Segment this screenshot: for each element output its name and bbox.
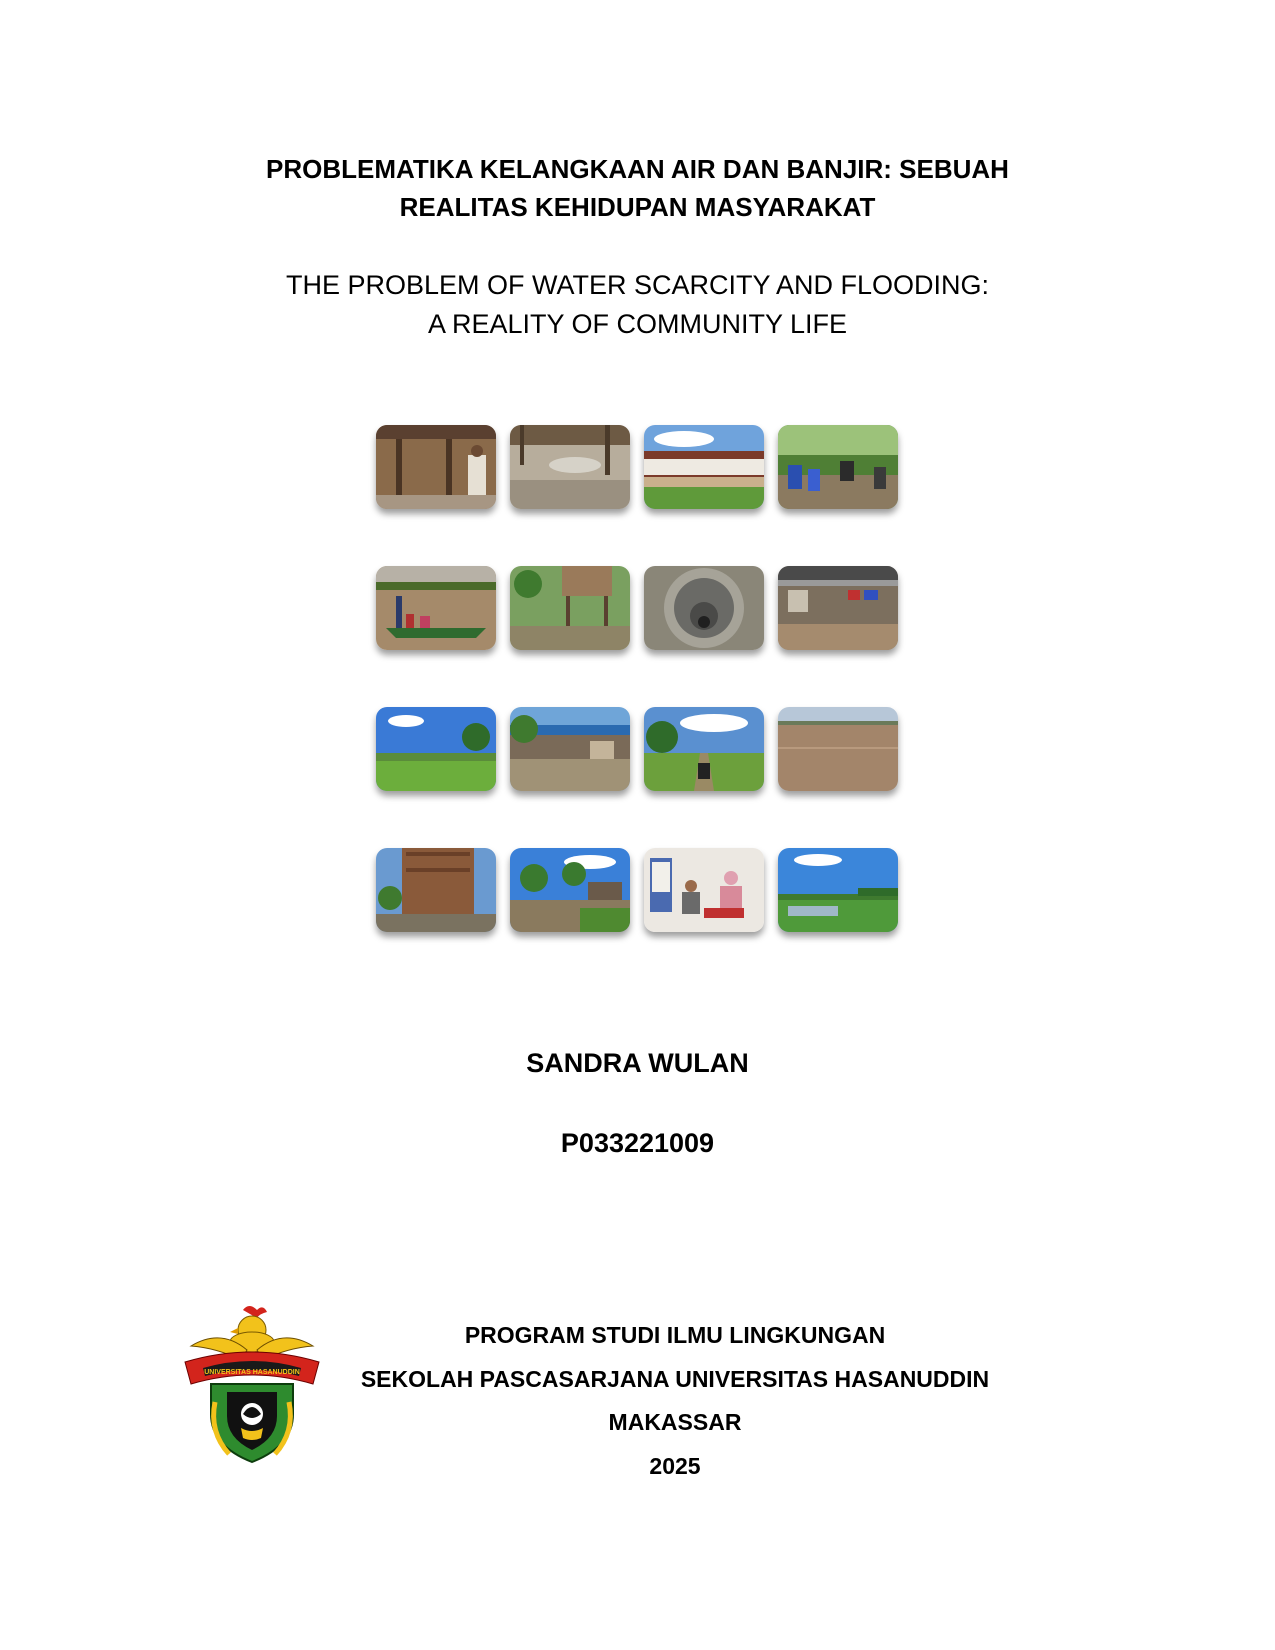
photo-stilt-house — [510, 566, 630, 650]
photo-concrete-well — [644, 566, 764, 650]
photo-rusty-wall — [376, 848, 496, 932]
photo-rice-field — [778, 848, 898, 932]
school-name: SEKOLAH PASCASARJANA UNIVERSITAS HASANUDDIN — [360, 1365, 990, 1392]
photo-stone-yard — [510, 425, 630, 509]
student-id: P033221009 — [560, 1128, 715, 1158]
photo-indoor-interview — [644, 848, 764, 932]
photo-house-under-structure — [376, 425, 496, 509]
title-english — [150, 266, 1125, 344]
photo-green-field — [376, 707, 496, 791]
photo-building-sky — [644, 425, 764, 509]
author-name: SANDRA WULAN — [526, 1048, 749, 1078]
title-indonesian-line-2: REALITAS KEHIDUPAN MASYARAKAT — [399, 192, 876, 222]
title-indonesian-line-1: PROBLEMATIKA KELANGKAAN AIR DAN BANJIR: SEBUAH — [266, 154, 1009, 184]
university-emblem-icon — [181, 1302, 323, 1468]
title-english-line-1: THE PROBLEM OF WATER SCARCITY AND FLOODING: — [285, 270, 990, 300]
institution-block — [320, 1314, 1030, 1488]
photo-meeting-outdoor — [778, 425, 898, 509]
program-name: PROGRAM STUDI ILMU LINGKUNGAN — [464, 1322, 886, 1348]
photo-house-yard — [510, 707, 630, 791]
photo-flood-boat — [376, 566, 496, 650]
title-indonesian — [150, 150, 1125, 226]
city-name: MAKASSAR — [608, 1409, 742, 1435]
title-english-line-2: A REALITY OF COMMUNITY LIFE — [427, 309, 848, 339]
photo-grid — [376, 425, 901, 935]
publication-year: 2025 — [649, 1452, 701, 1479]
photo-brown-floodwater — [778, 707, 898, 791]
logo-text: UNIVERSITAS HASANUDDIN — [204, 1369, 300, 1376]
photo-house-laundry — [778, 566, 898, 650]
photo-village-road — [510, 848, 630, 932]
photo-motorbike-path — [644, 707, 764, 791]
